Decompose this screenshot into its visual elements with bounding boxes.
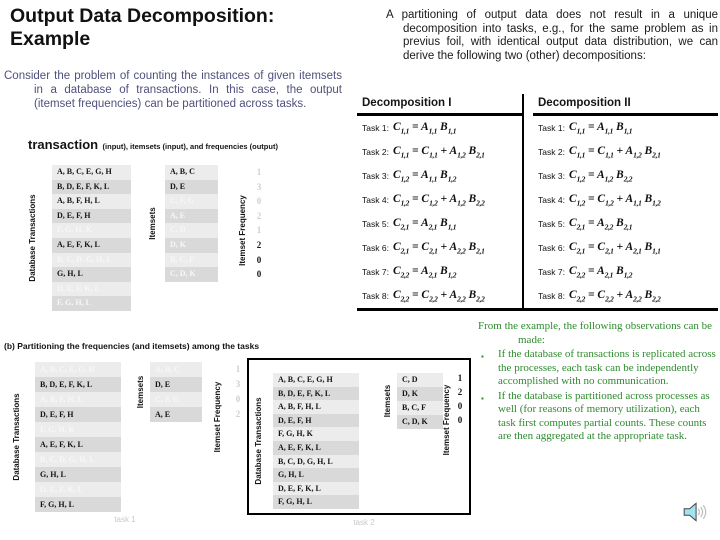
task-formula: $C_{1,2} = A_{1,2}$ $B_{2,2}$ [568,168,633,184]
figure-a-caption-word: transaction [28,137,99,152]
observation-text: If the database is partitioned across processes as well (for reasons of memory utilization), each task first computes partial counts. These counts are then aggregated at the appropriate task. [498,389,710,442]
itemset-row: C, F, G [150,392,202,407]
transaction-row: D, E, F, H [35,407,121,422]
itemset-row: C, D, K [165,267,218,282]
transaction-row: B, D, E, F, K, L [35,377,121,392]
database-transactions-label: Database Transactions [12,393,21,481]
task-formula: $C_{1,1} = A_{1,1}$ $B_{1,1}$ [568,120,633,136]
task-row [533,212,718,236]
task-formula: $C_{1,2} = A_{1,1}$ $B_{1,2}$ [392,168,457,184]
observation-item [478,390,718,444]
frequency-value: 0 [256,196,262,207]
itemset-row: B, C, F [165,253,218,268]
intro-paragraph: Consider the problem of counting the instances of given itemsets in a database of transactions. In this case, the output (itemset frequencies) can be partitioned across tasks. [4,70,342,110]
frequency-value: 2 [235,409,241,419]
task-formula: $C_{2,2} = C_{2,2} + A_{2,2}$ $B_{2,2}$ [392,288,485,304]
frequency-value: 0 [235,394,241,404]
transaction-row: A, E, F, K, L [35,437,121,452]
transaction-row: G, H, L [52,267,131,282]
decomposition-2-header: Decomposition II [533,94,718,116]
transaction-row: D, E, F, H [52,209,131,224]
task-row [357,116,522,140]
transaction-row: F, G, H, K [273,427,359,441]
transaction-row: G, H, L [35,467,121,482]
task-row [357,164,522,188]
itemset-row: C, D [165,223,218,238]
observations [478,320,718,444]
transaction-row: A, B, F, H, L [273,400,359,414]
frequency-value: 1 [235,364,241,374]
task-formula: $C_{2,1} = A_{2,2}$ $B_{2,1}$ [568,216,633,232]
task-label: Task 5: [362,219,389,229]
observation-item [478,348,718,389]
transaction-row: D, E, F, H [273,414,359,428]
frequency-value: 0 [256,254,262,265]
itemset-row: A, E [165,209,218,224]
figure-b-caption: (b) Partitioning the frequencies (and itemsets) among the tasks [4,341,260,351]
task-label: Task 2: [362,147,389,157]
task-row [357,260,522,284]
frequency-value: 3 [256,181,262,192]
observation-text: If the database of transactions is replicated across the processes, each task can be independently accomplished with no communication. [498,348,716,387]
itemset-row: D, E [150,377,202,392]
page-title [10,5,274,51]
task-row [533,284,718,308]
itemsets-label: Itemsets [148,207,157,240]
task-label: Task 5: [538,219,565,229]
frequency-value: 0 [256,269,262,280]
database-transactions-label: Database Transactions [254,397,263,485]
task-formula: $C_{2,2} = C_{2,2} + A_{2,2}$ $B_{2,2}$ [568,288,661,304]
transaction-row: D, E, F, K, L [35,482,121,497]
decomposition-table [357,94,718,311]
task-formula: $C_{2,2} = A_{2,1}$ $B_{1,2}$ [568,264,633,280]
task-label: Task 1: [538,123,565,133]
transaction-row: F, G, H, K [35,422,121,437]
task-row [533,236,718,260]
task-label: Task 4: [362,195,389,205]
itemsets-label: Itemsets [383,384,392,418]
task-formula: $C_{1,1} = C_{1,1} + A_{1,2}$ $B_{2,1}$ [392,144,485,160]
transaction-row: D, E, F, K, L [273,482,359,496]
itemset-row: A, B, C [150,362,202,377]
transaction-row: A, B, F, H, L [35,392,121,407]
task-label: Task 3: [538,171,565,181]
task-label: Task 8: [538,291,565,301]
task-row [533,140,718,164]
bullet-icon: ▪ [481,352,484,361]
transaction-row: A, B, C, E, G, H [273,373,359,387]
transaction-row: B, D, E, F, K, L [52,180,131,195]
decomposition-2-rows [533,116,718,308]
task-label: Task 3: [362,171,389,181]
itemset-frequency-label: Itemset Frequency [213,381,222,453]
task1-caption: task 1 [114,515,136,524]
task-row [357,284,522,308]
itemset-row: D, K [165,238,218,253]
task-formula: $C_{1,1} = C_{1,1} + A_{1,2}$ $B_{2,1}$ [568,144,661,160]
task-label: Task 7: [362,267,389,277]
transaction-row: A, B, C, E, G, H [52,165,131,180]
frequency-value: 1 [457,373,463,383]
task-row [357,188,522,212]
task-row [533,188,718,212]
partitioning-paragraph: A partitioning of output data does not result in a unique decomposition into tasks, e.g., for the same problem as in previus foil, with identical output data distribution, we can derive the following two (other) decompositions: [386,9,718,62]
task-row [357,236,522,260]
task-formula: $C_{2,1} = C_{2,1} + A_{2,2}$ $B_{2,1}$ [392,240,485,256]
transaction-row: F, G, H, L [273,495,359,509]
transaction-row: A, E, F, K, L [52,238,131,253]
transaction-row: B, C, D, G, H, L [273,455,359,469]
itemset-row: A, B, C [165,165,218,180]
frequency-value: 0 [457,415,463,425]
figure-b-task2 [247,358,471,527]
frequency-column [251,165,267,282]
task-label: Task 6: [362,243,389,253]
task-row [357,212,522,236]
frequency-value: 1 [256,225,262,236]
frequency-column [453,371,467,427]
task-label: Task 4: [538,195,565,205]
decomposition-1-header: Decomposition I [357,94,522,116]
frequency-value: 3 [235,379,241,389]
task-label: Task 6: [538,243,565,253]
itemsets-table [397,373,443,429]
itemset-row: C, D [397,373,443,387]
observations-intro: From the example, the following observations can be made: [478,320,712,346]
task-row [533,164,718,188]
itemset-row: C, D, K [397,415,443,429]
itemset-frequency-label: Itemset Frequency [238,195,247,266]
transaction-row: G, H, L [273,468,359,482]
transactions-table [52,165,131,311]
transactions-table [273,373,359,509]
transaction-row: B, D, E, F, K, L [273,387,359,401]
transaction-row: A, B, C, E, G, H [35,362,121,377]
task-row [533,116,718,140]
task-formula: $C_{2,1} = C_{2,1} + A_{2,1}$ $B_{1,1}$ [568,240,661,256]
itemset-row: D, E [165,180,218,195]
task-label: Task 1: [362,123,389,133]
task-formula: $C_{2,1} = A_{2,1}$ $B_{1,1}$ [392,216,457,232]
task-formula: $C_{2,2} = A_{2,1}$ $B_{1,2}$ [392,264,457,280]
database-transactions-label: Database Transactions [28,194,37,282]
frequency-value: 2 [457,387,463,397]
frequency-value: 0 [457,401,463,411]
task-formula: $C_{1,1} = A_{1,1}$ $B_{1,1}$ [392,120,457,136]
transaction-row: D, E, F, K, L [52,282,131,297]
figure-a-caption-rest: (input), itemsets (input), and frequencies (output) [102,142,278,151]
itemset-row: A, E [150,407,202,422]
itemset-frequency-label: Itemset Frequency [442,384,451,456]
task-row [357,140,522,164]
bullet-icon: ▪ [481,393,484,403]
task-formula: $C_{1,2} = C_{1,2} + A_{1,1}$ $B_{1,2}$ [568,192,661,208]
itemset-row: D, K [397,387,443,401]
itemset-row: C, F, G [165,194,218,209]
frequency-value: 1 [256,167,262,177]
transaction-row: A, B, F, H, L [52,194,131,209]
itemsets-table [150,362,202,422]
transaction-row: F, G, H, K [52,223,131,238]
itemsets-table [165,165,218,282]
task-formula: $C_{1,2} = C_{1,2} + A_{1,2}$ $B_{2,2}$ [392,192,485,208]
task2-caption: task 2 [353,518,375,527]
transactions-table [35,362,121,512]
transaction-row: B, C, D, G, H, L [35,452,121,467]
transaction-row: F, G, H, L [52,296,131,311]
task-row [533,260,718,284]
itemset-row: B, C, F [397,401,443,415]
frequency-column [230,362,246,422]
transaction-row: F, G, H, L [35,497,121,512]
decomposition-1-column [357,94,524,308]
figure-a-caption [28,136,278,154]
frequency-value: 2 [256,239,262,250]
task-label: Task 8: [362,291,389,301]
title-line-2: Example [10,28,91,50]
decomposition-1-rows [357,116,522,308]
task-label: Task 7: [538,267,565,277]
frequency-value: 2 [256,210,262,221]
itemsets-label: Itemsets [136,375,145,409]
transaction-row: A, E, F, K, L [273,441,359,455]
decomposition-2-column [524,94,718,308]
title-line-1: Output Data Decomposition: [10,5,275,27]
speaker-icon[interactable] [682,499,708,525]
task-label: Task 2: [538,147,565,157]
transaction-row: B, C, D, G, H, L [52,253,131,268]
figure-a [0,136,310,318]
figure-b-task1 [0,355,246,533]
